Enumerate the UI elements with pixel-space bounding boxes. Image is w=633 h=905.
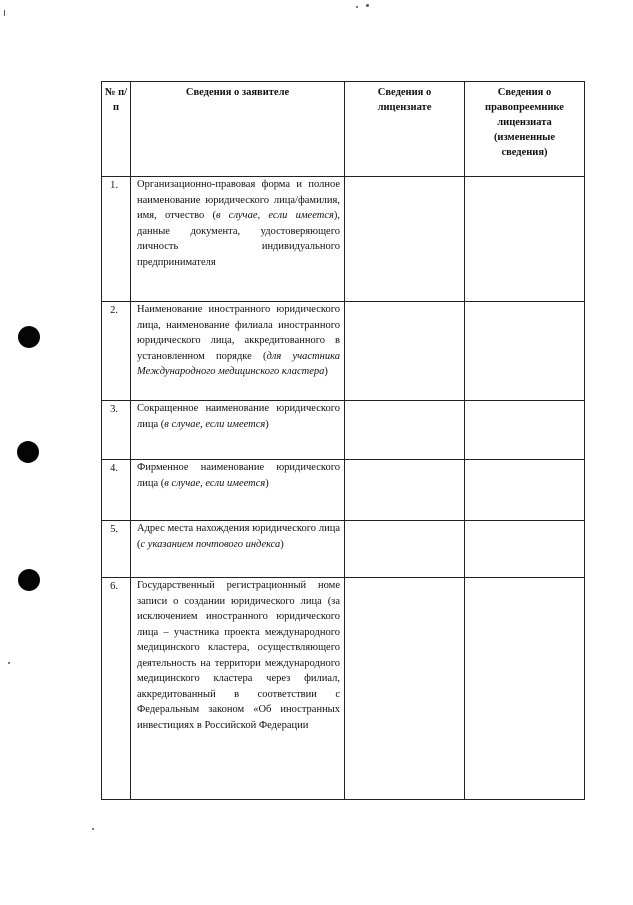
table-row [102,302,585,401]
row-text: Адрес места нахождения юридического лица ( [137,523,340,550]
table-row [102,521,585,578]
table-row [102,578,585,800]
header-successor-info: Сведения о правопреемнике лицензиата (измененные сведения) [465,82,585,177]
row-licensee-cell[interactable] [345,460,465,521]
row-text: Организационно-правовая форма и полное наименование юридического лица/фамилия, имя, отчество ( [137,179,340,221]
row-successor-cell[interactable] [465,521,585,578]
row-text: ) [265,418,269,430]
row-applicant-description [131,521,345,578]
row-number: 3. [102,401,131,460]
row-text: ) [265,477,269,489]
table-row [102,401,585,460]
row-text: ) [280,538,284,550]
punch-hole [17,441,39,463]
scan-speck [356,6,358,8]
table-row [102,177,585,302]
scan-speck [8,662,10,664]
row-italic-note: в случае, если имеется [164,418,266,430]
punch-hole [18,569,40,591]
row-text: Государственный регистрационный номе записи о создании юридического лица (за исключением иностранного юридического лица – участника проекта международного медицинского кластера, осуществляющего деятельность на территори международного медицинского кластера через филиал, аккредитованный в соответствии с Федеральным законом «Об иностранных инвестициях в Российской Федерации [137,580,340,731]
row-italic-note: в случае, если имеется [216,210,334,221]
row-applicant-description [131,177,345,302]
licensee-info-table [101,81,585,800]
row-successor-cell[interactable] [465,177,585,302]
row-licensee-cell[interactable] [345,302,465,401]
row-italic-note: для участника Международного медицинского кластера [137,350,340,377]
row-text: Сокращенное наименование юридического лица ( [137,403,340,430]
row-applicant-description [131,460,345,521]
row-licensee-cell[interactable] [345,521,465,578]
header-licensee-info: Сведения о лицензиате [345,82,465,177]
row-applicant-description [131,578,345,800]
table-row [102,460,585,521]
row-successor-cell[interactable] [465,460,585,521]
row-italic-note: в случае, если имеется [164,477,266,489]
row-successor-cell[interactable] [465,302,585,401]
row-number: 5. [102,521,131,578]
scan-speck [4,10,5,16]
scan-speck [92,828,94,830]
row-number: 2. [102,302,131,401]
row-licensee-cell[interactable] [345,177,465,302]
row-text: ), данные документа, удостоверяющего личность индивидуального предпринимателя [137,210,340,268]
row-applicant-description [131,302,345,401]
row-applicant-description [131,401,345,460]
row-licensee-cell[interactable] [345,401,465,460]
row-successor-cell[interactable] [465,578,585,800]
row-licensee-cell[interactable] [345,578,465,800]
row-number: 6. [102,578,131,800]
row-text: Наименование иностранного юридического лица, наименование филиала иностранного юридического лица, аккредитованного в установленном порядке ( [137,304,340,362]
row-text: Фирменное наименование юридического лица ( [137,462,340,489]
scan-speck [366,4,369,7]
punch-hole [18,326,40,348]
row-italic-note: с указанием почтового индекса [140,538,281,550]
row-successor-cell[interactable] [465,401,585,460]
header-applicant-info: Сведения о заявителе [131,82,345,177]
row-number: 4. [102,460,131,521]
row-text: ) [324,366,328,377]
header-number: № п/п [102,82,131,177]
row-number: 1. [102,177,131,302]
